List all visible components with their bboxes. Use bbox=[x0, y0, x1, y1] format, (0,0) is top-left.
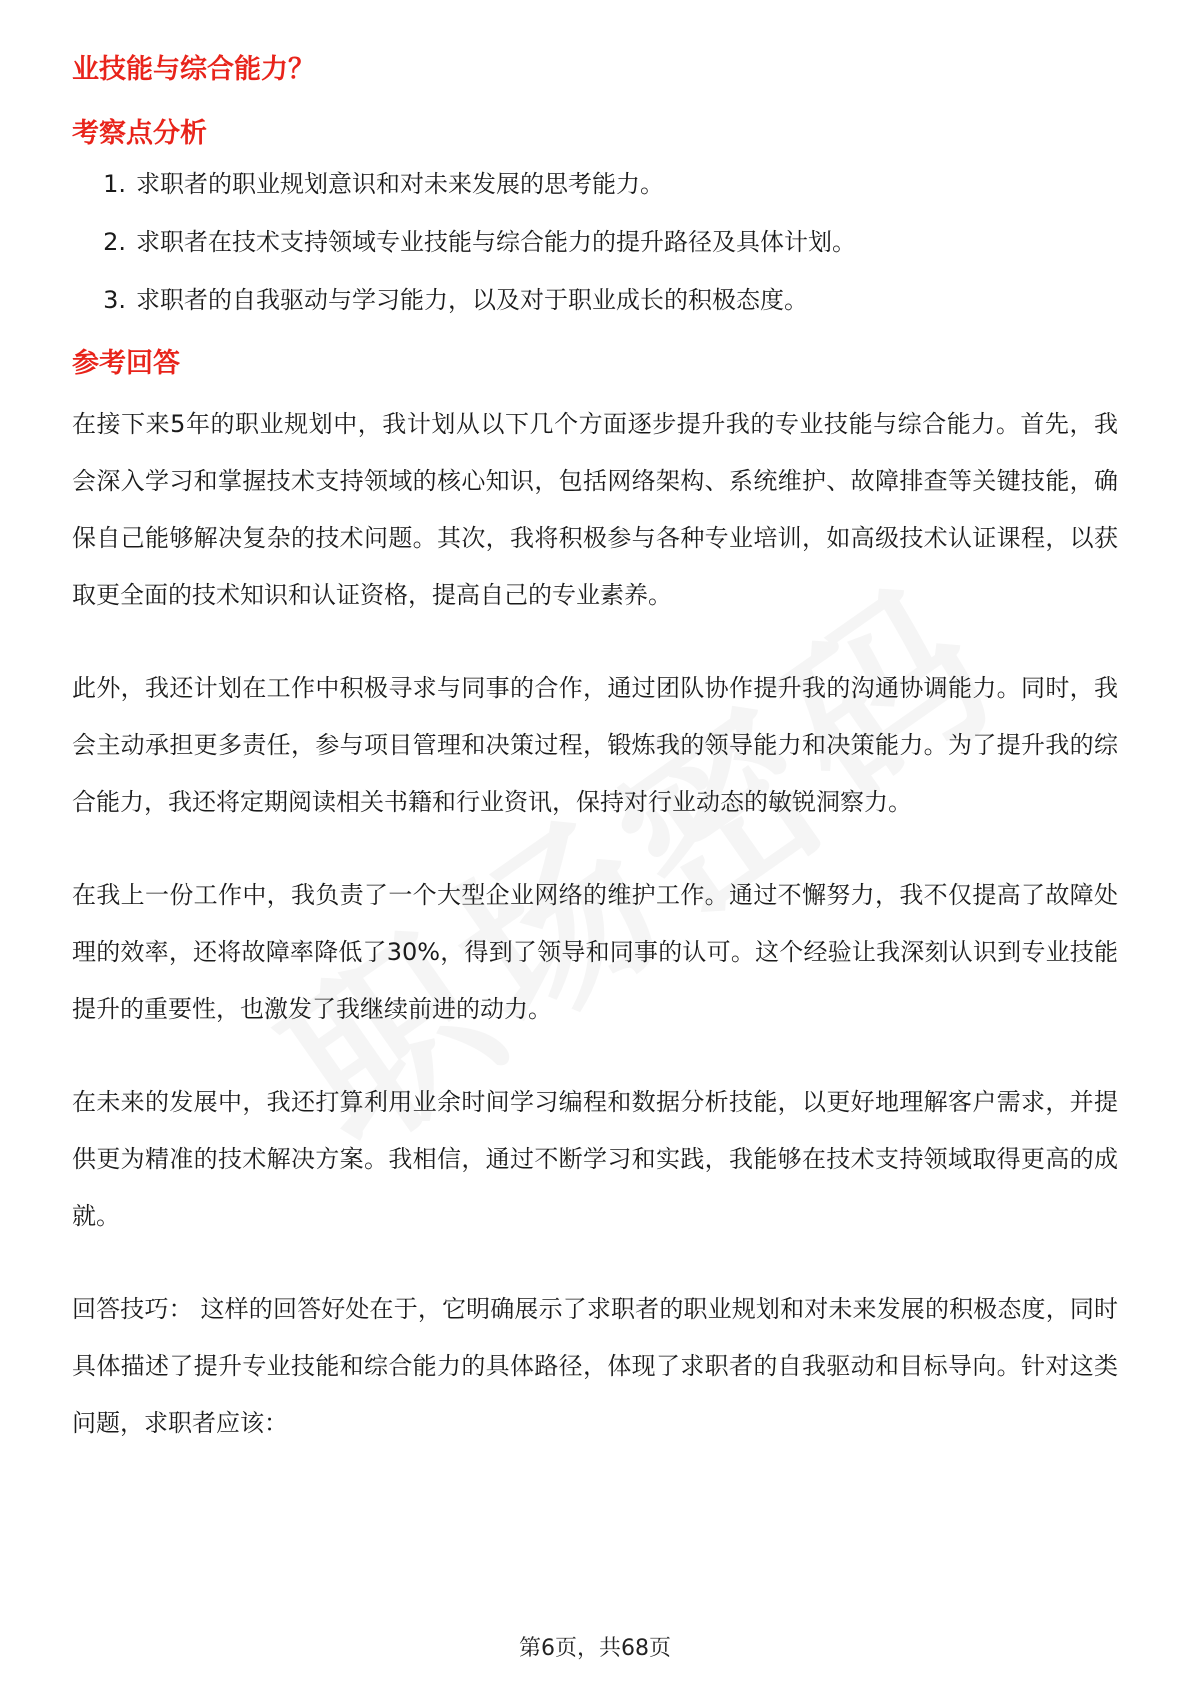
answer-paragraph: 此外，我还计划在工作中积极寻求与同事的合作，通过团队协作提升我的沟通协调能力。同时，我会主动承担更多责任，参与项目管理和决策过程，锻炼我的领导能力和决策能力。为了提升我的综合能力，我还将定期阅读相关书籍和行业资讯，保持对行业动态的敏锐洞察力。 bbox=[72, 674, 1118, 816]
answer-heading: 参考回答 bbox=[72, 348, 180, 379]
list-item-text: 求职者的职业规划意识和对未来发展的思考能力。 bbox=[136, 170, 664, 198]
continued-question-heading: 业技能与综合能力？ bbox=[72, 54, 315, 85]
analysis-list bbox=[72, 168, 1118, 316]
answer-paragraph: 在我上一份工作中，我负责了一个大型企业网络的维护工作。通过不懈努力，我不仅提高了故障处理的效率，还将故障率降低了30%，得到了领导和同事的认可。这个经验让我深刻认识到专业技能提升的重要性，也激发了我继续前进的动力。 bbox=[72, 881, 1118, 1023]
page-number-footer: 第6页，共68页 bbox=[519, 1636, 671, 1661]
list-item-text: 求职者的自我驱动与学习能力，以及对于职业成长的积极态度。 bbox=[136, 286, 808, 314]
answer-paragraph: 在接下来5年的职业规划中，我计划从以下几个方面逐步提升我的专业技能与综合能力。首先，我会深入学习和掌握技术支持领域的核心知识，包括网络架构、系统维护、故障排查等关键技能，确保自己能够解决复杂的技术问题。其次，我将积极参与各种专业培训，如高级技术认证课程，以获取更全面的技术知识和认证资格，提高自己的专业素养。 bbox=[72, 410, 1118, 609]
list-item-number: 1. bbox=[103, 170, 126, 198]
list-item-text: 求职者在技术支持领域专业技能与综合能力的提升路径及具体计划。 bbox=[136, 228, 856, 256]
answer-tips-paragraph: 回答技巧： 这样的回答好处在于，它明确展示了求职者的职业规划和对未来发展的积极态度，同时具体描述了提升专业技能和综合能力的具体路径，体现了求职者的自我驱动和目标导向。针对这类问题，求职者应该： bbox=[72, 1295, 1118, 1437]
list-item bbox=[72, 284, 1118, 316]
answer-paragraph: 在未来的发展中，我还打算利用业余时间学习编程和数据分析技能，以更好地理解客户需求，并提供更为精准的技术解决方案。我相信，通过不断学习和实践，我能够在技术支持领域取得更高的成就。 bbox=[72, 1088, 1118, 1230]
list-item-number: 3. bbox=[103, 286, 126, 314]
page-content bbox=[72, 48, 1118, 1488]
list-item bbox=[72, 226, 1118, 258]
list-item bbox=[72, 168, 1118, 200]
analysis-heading: 考察点分析 bbox=[72, 118, 207, 149]
list-item-number: 2. bbox=[103, 228, 126, 256]
